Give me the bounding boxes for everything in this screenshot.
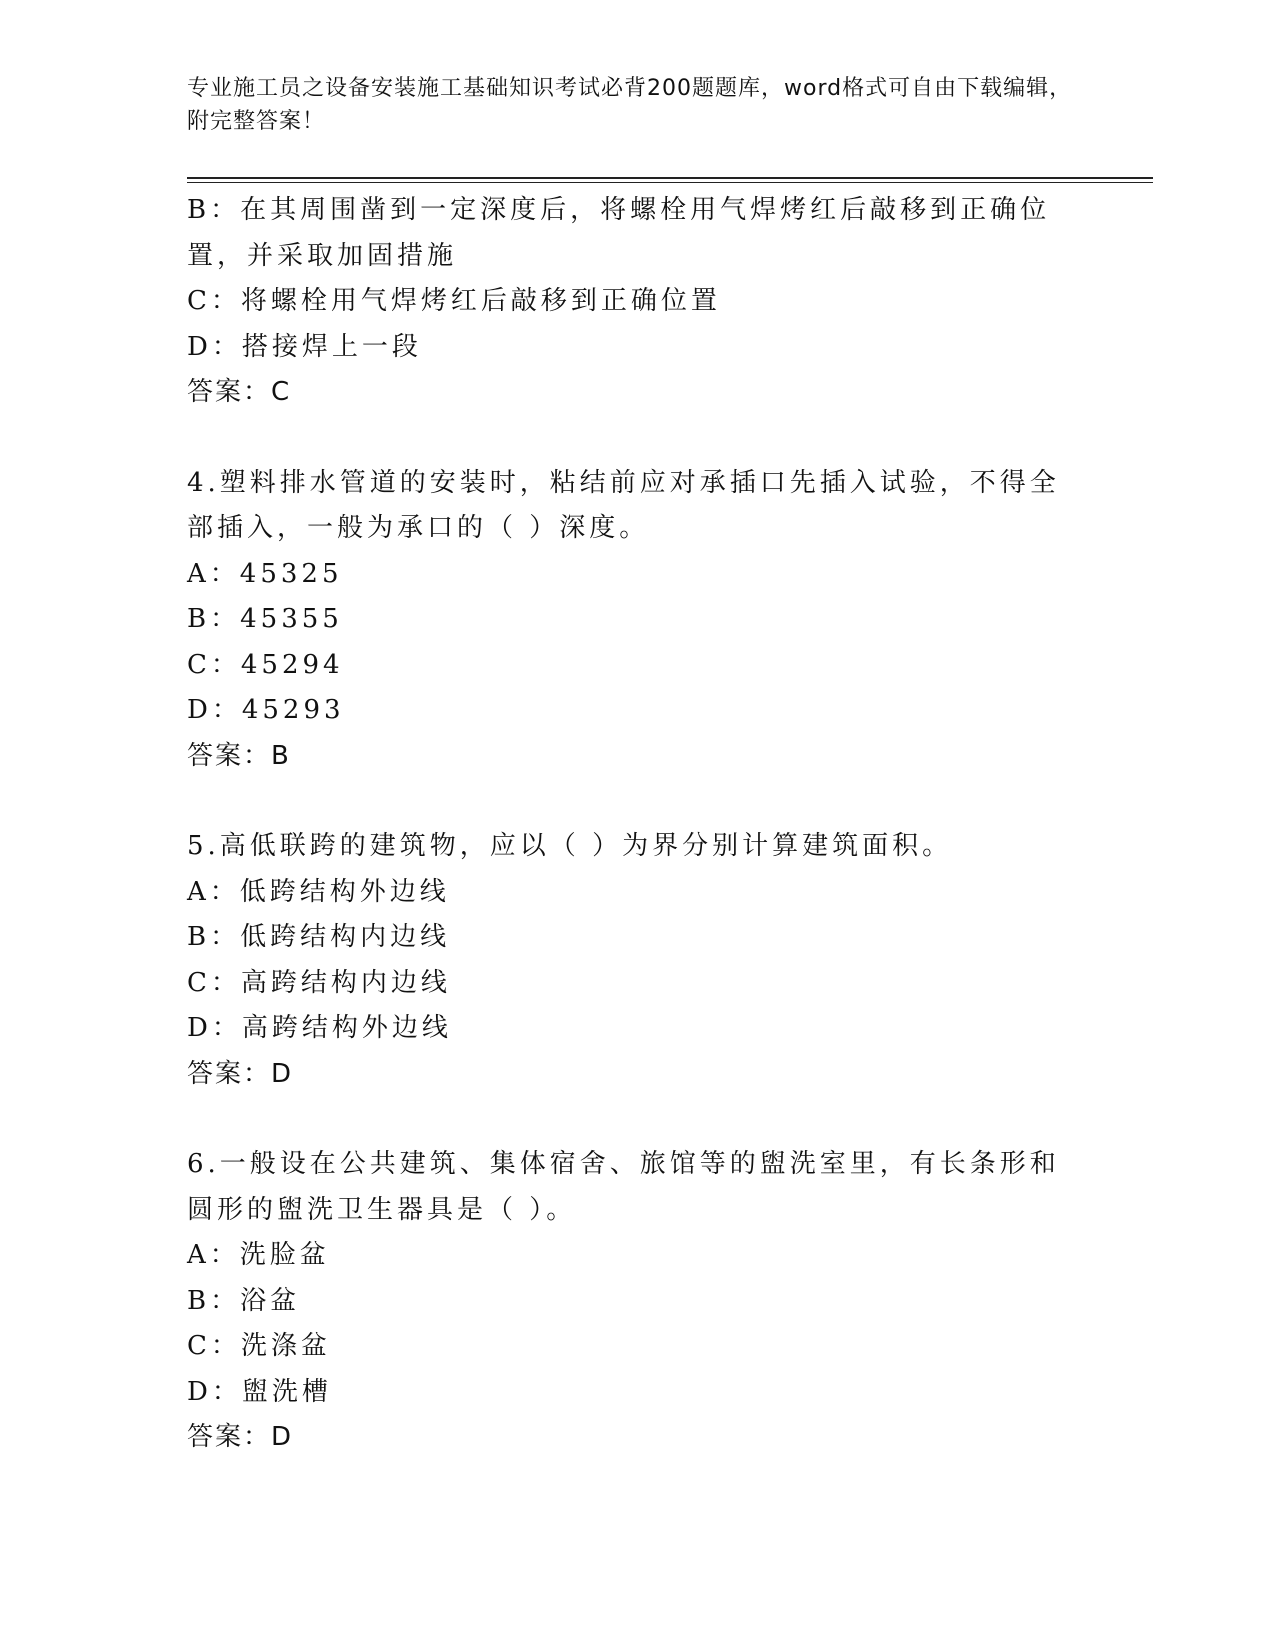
question-4	[187, 461, 1077, 780]
answer: 答案：B	[187, 740, 291, 771]
option-a: A：洗脸盆	[187, 1240, 330, 1270]
option-c: C：45294	[187, 649, 344, 680]
option-c: C：高跨结构内边线	[187, 967, 451, 998]
question-3-tail	[187, 188, 1077, 416]
option-d: D：搭接焊上一段	[187, 331, 422, 362]
question-stem: 4.塑料排水管道的安装时，粘结前应对承插口先插入试验，不得全部插入，一般为承口的（ ）深度。	[187, 467, 1060, 543]
question-content	[187, 188, 1077, 1461]
spacer	[187, 779, 1077, 824]
option-c: C：洗涤盆	[187, 1331, 331, 1361]
answer: 答案：D	[187, 1422, 294, 1452]
option-b: B：在其周围凿到一定深度后，将螺栓用气焊烤红后敲移到正确位置，并采取加固措施	[187, 195, 1051, 271]
header-rule-thick	[187, 177, 1153, 179]
spacer	[187, 1097, 1077, 1142]
header-rule-thin	[187, 182, 1153, 183]
document-header: 专业施工员之设备安装施工基础知识考试必背200题题库，word格式可自由下载编辑，附完整答案！	[187, 76, 1073, 134]
spacer	[187, 416, 1077, 461]
option-b: B：45355	[187, 604, 343, 634]
question-stem: 6.一般设在公共建筑、集体宿舍、旅馆等的盥洗室里，有长条形和圆形的盥洗卫生器具是（ ）。	[187, 1149, 1060, 1225]
option-c: C：将螺栓用气焊烤红后敲移到正确位置	[187, 286, 721, 316]
answer: 答案：C	[187, 377, 292, 407]
option-b: B：浴盆	[187, 1285, 301, 1316]
answer: 答案：D	[187, 1058, 294, 1089]
question-stem: 5.高低联跨的建筑物，应以（ ）为界分别计算建筑面积。	[187, 831, 953, 861]
option-b: B：低跨结构内边线	[187, 922, 451, 952]
option-d: D：高跨结构外边线	[187, 1013, 452, 1043]
option-a: A：低跨结构外边线	[187, 876, 450, 907]
option-d: D：45293	[187, 695, 345, 725]
option-a: A：45325	[187, 558, 343, 589]
question-6	[187, 1142, 1077, 1461]
question-5	[187, 824, 1077, 1097]
option-d: D：盥洗槽	[187, 1376, 332, 1407]
